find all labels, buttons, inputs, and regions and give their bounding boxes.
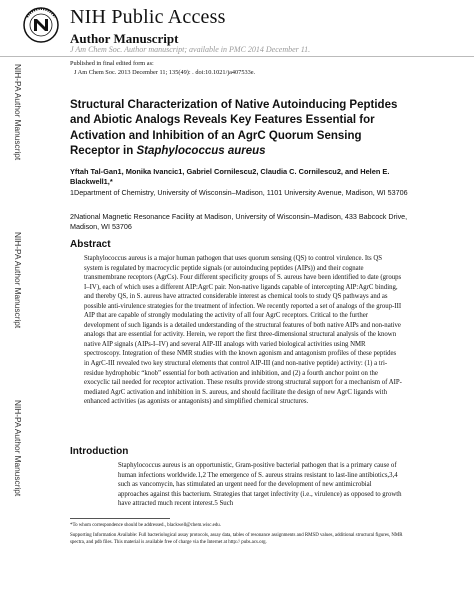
supporting-info-footnote: Supporting Information Available: Full bacteriological assay protocols, assay data, tables of resonance assignments and RMSD values, additional structural figures, NMR spectra, and pdb files. This material is available free of charge via the Internet at http:// pubs.acs.org. <box>70 533 403 545</box>
side-margin <box>0 57 34 613</box>
abstract-body: Staphylococcus aureus is a major human pathogen that uses quorum sensing (QS) to control virulence. Its QS system is regulated by macrocyclic peptide signals (or autoinducing peptides (AIPs)) and their cognate transmembrane receptors (AgrCs). Four different specificity groups of S. aureus have been identified to date (groups I–IV), each of which uses a different AIP:AgrC pair. Non-native ligands capable of intercepting AIP:AgrC binding, and thereby QS, in S. aureus have attracted considerable interest as chemical tools to study QS pathways and as possible anti-virulence strategies for the treatment of infection. We recently reported a set of analogs of the group-III AIP that are capable of strongly modulating the activity of all four AgrC receptors. Critical to the further development of such ligands is a detailed understanding of the structural features of both native AIPs and non-native analogs that are essential for activity. Herein, we report the first three-dimensional structural analysis of the known native AIP signals (AIPs-I–IV) and several AIP-III analogs with varied biological activities using NMR spectroscopy. Integration of these NMR studies with the known agonism and antagonism profiles of these peptides in AgrC-III revealed two key structural elements that control AIP-III (and non-native peptide) activity: (1) a tri-residue hydrophobic “knob” essential for both activation and inhibition, and (2) a fourth anchor point on the exocyclic tail needed for receptor activation. These results provide strong structural support for a mechanism of AIP-mediated AgrC activation and inhibition in S. aureus, and should facilitate the design of new AgrC ligands with enhanced activities (as agonists or antagonists) and simplified chemical structures. <box>84 255 402 406</box>
nih-logo-icon <box>23 5 59 45</box>
introduction-heading: Introduction <box>70 446 129 457</box>
published-note: Published in final edited form as: <box>70 60 154 67</box>
correspondence-footnote: *To whom correspondence should be addressed., blackwell@chem.wisc.edu. <box>70 523 221 528</box>
affiliation-2: 2National Magnetic Resonance Facility at Madison, University of Wisconsin–Madison, 433 Babcock Drive, Madison, WI 53706 <box>70 212 408 231</box>
side-label: NIH-PA Author Manuscript <box>13 232 23 329</box>
manuscript-watermark: J Am Chem Soc. Author manuscript; available in PMC 2014 December 11. <box>70 45 311 54</box>
article-title: Structural Characterization of Native Autoinducing Peptides and Abiotic Analogs Reveals Key Features Essential for Activation and Inhibition of an AgrC Quorum Sensing Receptor in Staphylococcus aureus <box>70 99 398 157</box>
header-divider <box>0 56 474 57</box>
side-label: NIH-PA Author Manuscript <box>13 400 23 497</box>
author-list: Yftah Tal-Gan1, Monika Ivancic1, Gabriel Cornilescu2, Claudia C. Cornilescu2, and Helen E. Blackwell1,* <box>70 167 390 186</box>
title-species: Staphylococcus aureus <box>136 144 266 157</box>
affiliation-1: 1Department of Chemistry, University of Wisconsin–Madison, 1101 University Avenue, Madison, WI 53706 <box>70 188 408 197</box>
publisher-title: NIH Public Access <box>70 6 226 28</box>
citation-line: J Am Chem Soc. 2013 December 11; 135(49): . doi:10.1021/ja407533e. <box>74 69 256 76</box>
abstract-heading: Abstract <box>70 239 111 250</box>
footnote-divider <box>70 518 170 519</box>
side-label: NIH-PA Author Manuscript <box>13 64 23 161</box>
publisher-subtitle: Author Manuscript <box>70 31 179 46</box>
introduction-body: Staphylococcus aureus is an opportunistic, Gram-positive bacterial pathogen that is a primary cause of human infections worldwide.1,2 The emergence of S. aureus strains resistant to last-line antibiotics,3,4 such as vancomycin, has stimulated an urgent need for the development of new antimicrobial approaches against this bacterium. Strategies that target infectivity (i.e., virulence) as opposed to growth have attracted much recent interest.5 Such <box>118 462 402 508</box>
